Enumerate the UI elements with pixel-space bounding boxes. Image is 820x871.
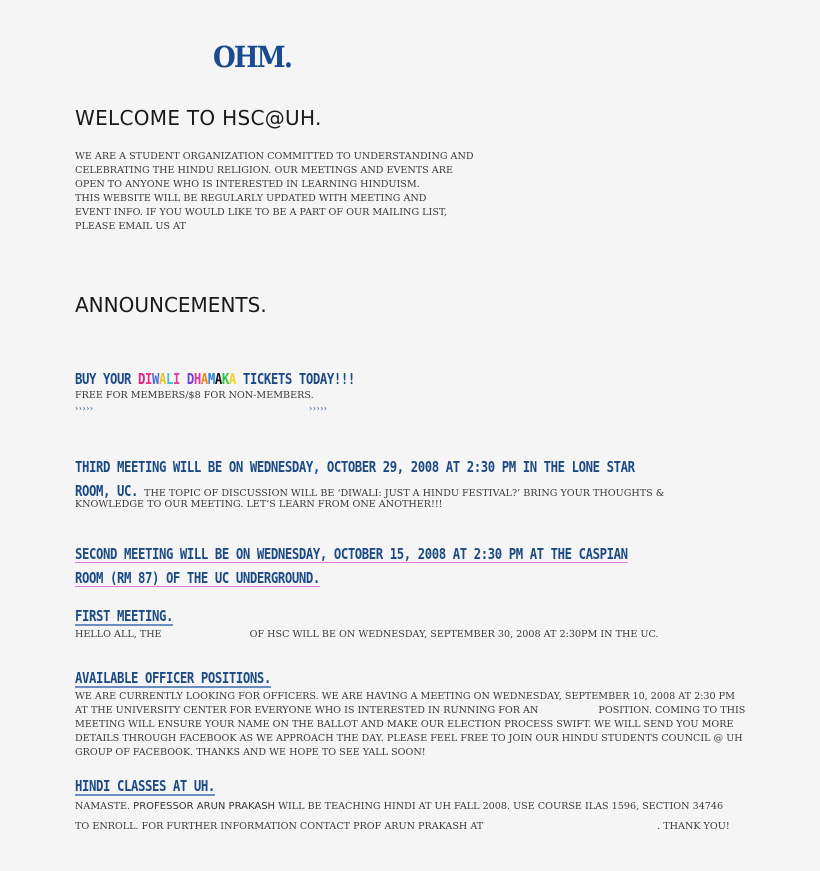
page-title: WELCOME TO HSC@UH. <box>75 106 322 130</box>
intro-line: CELEBRATING THE HINDU RELIGION. OUR MEETINGS AND EVENTS ARE <box>75 165 453 176</box>
diwali-letter: L <box>165 370 173 388</box>
third-meeting-heading: THIRD MEETING WILL BE ON WEDNESDAY, OCTOBER 29, 2008 AT 2:30 PM IN THE LONE STAR <box>75 458 635 476</box>
namaste-text: NAMASTE. <box>75 801 131 812</box>
intro-line: THIS WEBSITE WILL BE REGULARLY UPDATED WITH MEETING AND <box>75 193 427 204</box>
first-meeting-heading[interactable]: FIRST MEETING. <box>75 607 173 625</box>
diwali-price: FREE FOR MEMBERS/$8 FOR NON-MEMBERS. <box>75 390 314 401</box>
officers-line: MEETING WILL ENSURE YOUR NAME ON THE BALLOT AND MAKE OUR ELECTION PROCESS SWIFT. WE WILL SEND YOU MORE <box>75 719 734 730</box>
officers-line: GROUP OF FACEBOOK. THANKS AND WE HOPE TO SEE YALL SOON! <box>75 747 426 758</box>
officers-line: WE ARE CURRENTLY LOOKING FOR OFFICERS. WE ARE HAVING A MEETING ON WEDNESDAY, SEPTEMBER 10, 2008 AT 2:30 PM <box>75 691 735 702</box>
diwali-prefix: BUY YOUR <box>75 370 138 388</box>
third-meeting-body: THE TOPIC OF DISCUSSION WILL BE ‘DIWALI: JUST A HINDU FESTIVAL?’ BRING YOUR THOUGHTS & <box>141 488 665 499</box>
diwali-letter: I <box>144 370 152 388</box>
diwali-letter: D <box>137 370 145 388</box>
hindi-line2-end: . THANK YOU! <box>657 821 730 832</box>
diwali-letter: A <box>228 370 236 388</box>
intro-line: OPEN TO ANYONE WHO IS INTERESTED IN LEARNING HINDUISM. <box>75 179 420 190</box>
diwali-suffix: TICKETS TODAY!!! <box>235 370 355 388</box>
third-meeting-announcement <box>75 455 757 512</box>
diwali-letter <box>180 367 187 391</box>
officer-positions-heading[interactable]: AVAILABLE OFFICER POSITIONS. <box>75 669 271 687</box>
diwali-dhamaka-text <box>138 370 236 388</box>
third-meeting-heading-cont: ROOM, UC. <box>75 482 138 500</box>
arrow-marks-right: ››››› <box>309 404 328 413</box>
second-meeting-announcement[interactable] <box>75 542 749 590</box>
intro-paragraph <box>75 150 495 234</box>
arrow-marks-left: ››››› <box>75 404 94 413</box>
diwali-letter: I <box>172 370 180 388</box>
professor-name: PROFESSOR ARUN PRAKASH <box>133 801 276 812</box>
officers-line: AT THE UNIVERSITY CENTER FOR EVERYONE WHO IS INTERESTED IN RUNNING FOR AN <box>75 705 539 716</box>
diwali-letter: A <box>200 370 208 388</box>
diwali-letter: K <box>221 370 229 388</box>
intro-line: WE ARE A STUDENT ORGANIZATION COMMITTED TO UNDERSTANDING AND <box>75 151 474 162</box>
diwali-letter: W <box>151 370 159 388</box>
hindi-line2: TO ENROLL. FOR FURTHER INFORMATION CONTACT PROF ARUN PRAKASH AT <box>75 821 484 832</box>
first-meeting-announcement <box>75 604 659 642</box>
diwali-letter: D <box>186 370 194 388</box>
hindi-classes-heading[interactable]: HINDI CLASSES AT UH. <box>75 777 215 795</box>
second-meeting-link-line1[interactable]: SECOND MEETING WILL BE ON WEDNESDAY, OCTOBER 15, 2008 AT 2:30 PM AT THE CASPIAN <box>75 545 628 563</box>
second-meeting-link-line2[interactable]: ROOM (RM 87) OF THE UC UNDERGROUND. <box>75 569 320 587</box>
third-meeting-body-line2: KNOWLEDGE TO OUR MEETING. LET’S LEARN FROM ONE ANOTHER!!! <box>75 499 443 510</box>
diwali-letter: H <box>193 370 201 388</box>
intro-line: EVENT INFO. IF YOU WOULD LIKE TO BE A PART OF OUR MAILING LIST, <box>75 207 447 218</box>
officer-positions-announcement <box>75 666 745 760</box>
hindi-line1: WILL BE TEACHING HINDI AT UH FALL 2008. USE COURSE ILAS 1596, SECTION 34746 <box>278 801 724 812</box>
diwali-letter: A <box>214 370 222 388</box>
announcements-heading: ANNOUNCEMENTS. <box>75 293 267 317</box>
diwali-letter: M <box>207 370 215 388</box>
officers-line: POSITION. COMING TO THIS <box>598 705 746 716</box>
diwali-announcement <box>75 367 416 403</box>
hindi-classes-announcement <box>75 774 730 838</box>
officers-line: DETAILS THROUGH FACEBOOK AS WE APPROACH THE DAY. PLEASE FEEL FREE TO JOIN OUR HINDU STUDENTS COUNCIL @ UH <box>75 733 743 744</box>
intro-line: PLEASE EMAIL US AT <box>75 221 186 232</box>
ohm-logo: OHM. <box>213 40 292 74</box>
first-meeting-body-a: HELLO ALL, THE <box>75 629 162 640</box>
diwali-heading <box>75 367 355 391</box>
diwali-letter: A <box>158 370 166 388</box>
first-meeting-body-b: OF HSC WILL BE ON WEDNESDAY, SEPTEMBER 30, 2008 AT 2:30PM IN THE UC. <box>249 629 659 640</box>
